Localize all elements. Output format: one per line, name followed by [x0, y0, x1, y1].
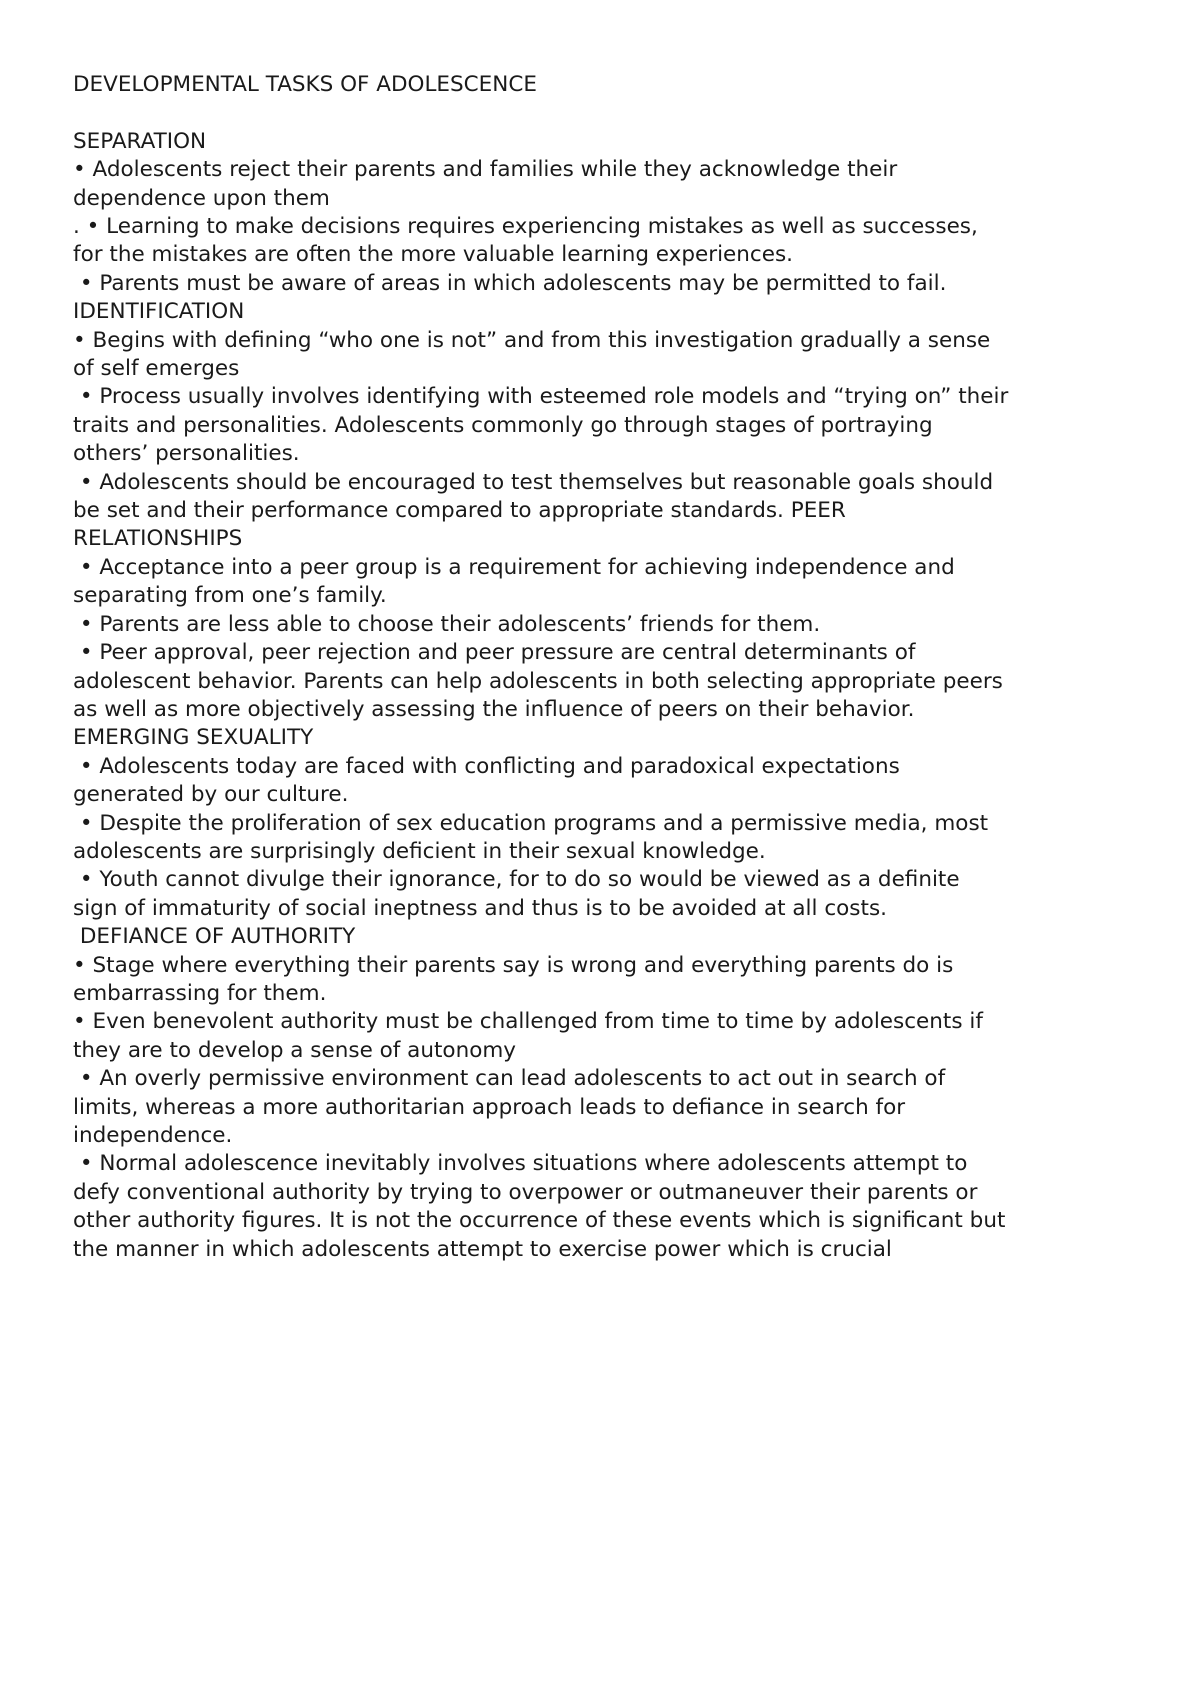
section-heading-identification: IDENTIFICATION [73, 299, 245, 325]
text-line: • Adolescents should be encouraged to test themselves but reasonable goals should [73, 469, 994, 495]
text-line: traits and personalities. Adolescents commonly go through stages of portraying [73, 412, 933, 438]
section-heading-emerging-sexuality: EMERGING SEXUALITY [73, 725, 314, 751]
text-line: limits, whereas a more authoritarian approach leads to defiance in search for [73, 1094, 906, 1120]
text-line: they are to develop a sense of autonomy [73, 1037, 517, 1063]
text-line: • An overly permissive environment can lead adolescents to act out in search of [73, 1066, 946, 1092]
text-line: • Parents must be aware of areas in which adolescents may be permitted to fail. [73, 270, 947, 296]
text-line: • Acceptance into a peer group is a requirement for achieving independence and [73, 554, 955, 580]
text-line: sign of immaturity of social ineptness and thus is to be avoided at all costs. [73, 895, 887, 921]
text-line: defy conventional authority by trying to overpower or outmaneuver their parents or [73, 1179, 978, 1205]
text-line: • Begins with defining “who one is not” and from this investigation gradually a sense [73, 327, 991, 353]
text-line: adolescent behavior. Parents can help adolescents in both selecting appropriate peers [73, 668, 1003, 694]
text-line: • Normal adolescence inevitably involves situations where adolescents attempt to [73, 1151, 968, 1177]
text-line: • Despite the proliferation of sex education programs and a permissive media, most [73, 810, 989, 836]
text-line: • Process usually involves identifying with esteemed role models and “trying on” their [73, 384, 1009, 410]
text-line: independence. [73, 1123, 233, 1149]
text-line: generated by our culture. [73, 782, 349, 808]
section-heading-separation: SEPARATION [73, 128, 207, 154]
text-line: of self emerges [73, 356, 240, 382]
section-heading-peer-relationships: RELATIONSHIPS [73, 526, 243, 552]
document-page [73, 71, 1163, 1264]
text-line: • Stage where everything their parents say is wrong and everything parents do is [73, 952, 954, 978]
text-line: • Adolescents reject their parents and families while they acknowledge their [73, 157, 898, 183]
text-line: other authority figures. It is not the occurrence of these events which is significant but [73, 1208, 1006, 1234]
text-line: • Even benevolent authority must be challenged from time to time by adolescents if [73, 1009, 983, 1035]
text-line: • Youth cannot divulge their ignorance, for to do so would be viewed as a definite [73, 867, 960, 893]
text-line: for the mistakes are often the more valuable learning experiences. [73, 242, 793, 268]
text-line: separating from one’s family. [73, 583, 387, 609]
text-line: • Parents are less able to choose their adolescents’ friends for them. [73, 611, 821, 637]
text-line: • Adolescents today are faced with conflicting and paradoxical expectations [73, 753, 900, 779]
text-line: . • Learning to make decisions requires experiencing mistakes as well as successes, [73, 214, 978, 240]
section-heading-defiance-of-authority: DEFIANCE OF AUTHORITY [73, 924, 356, 950]
text-line: dependence upon them [73, 185, 330, 211]
text-line: adolescents are surprisingly deficient in their sexual knowledge. [73, 838, 766, 864]
text-line: embarrassing for them. [73, 980, 327, 1006]
text-line: as well as more objectively assessing the influence of peers on their behavior. [73, 696, 915, 722]
text-line: the manner in which adolescents attempt to exercise power which is crucial [73, 1236, 892, 1262]
text-line: • Peer approval, peer rejection and peer pressure are central determinants of [73, 640, 916, 666]
text-line: be set and their performance compared to appropriate standards. PEER [73, 498, 846, 524]
blank-line [73, 99, 1163, 127]
document-title: DEVELOPMENTAL TASKS OF ADOLESCENCE [73, 72, 537, 97]
text-line: others’ personalities. [73, 441, 300, 467]
